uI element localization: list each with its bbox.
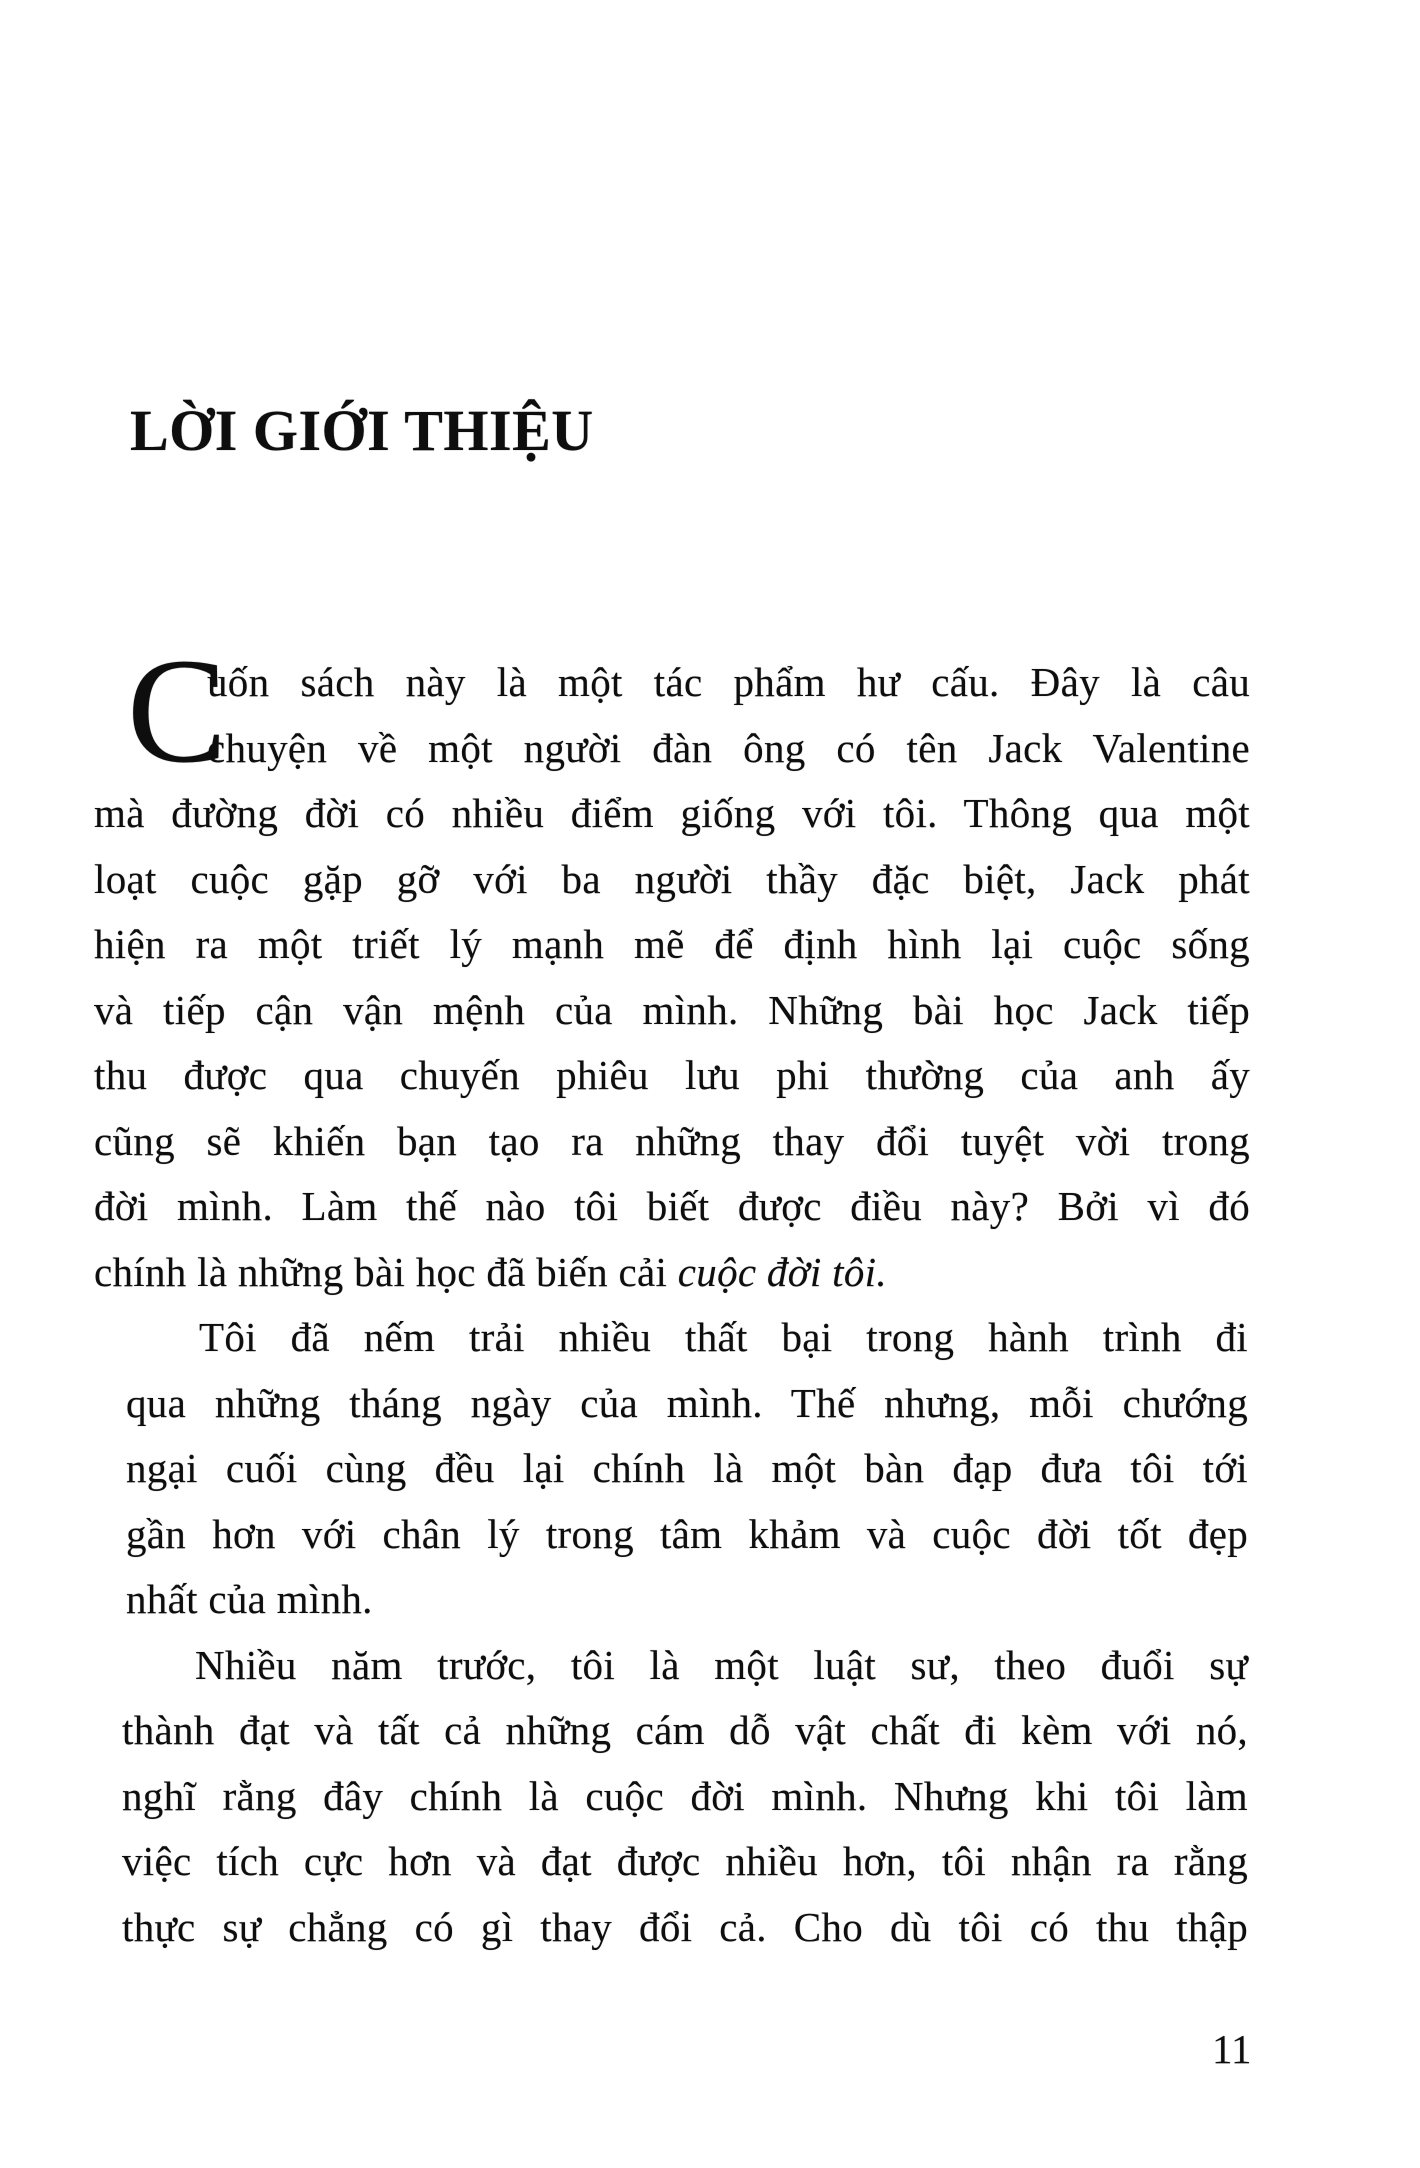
- italic-phrase: cuộc đời tôi.: [677, 1248, 887, 1295]
- dropcap-letter: C: [127, 628, 228, 794]
- text-line: mà đường đời có nhiều điểm giống với tôi. Thông qua một: [94, 790, 1250, 836]
- page-title: LỜI GIỚI THIỆU: [130, 398, 594, 463]
- text-line: thu được qua chuyến phiêu lưu phi thường của anh ấy: [94, 1052, 1250, 1098]
- paragraph: [94, 628, 1250, 1305]
- text-line: đời mình. Làm thế nào tôi biết được điều này? Bởi vì đó: [94, 1183, 1250, 1229]
- text-line: thực sự chẳng có gì thay đổi cả. Cho dù tôi có thu thập: [122, 1903, 1248, 1950]
- text-line: nhất của mình.: [126, 1576, 373, 1622]
- text-line: qua những tháng ngày của mình. Thế nhưng, mỗi chướng: [126, 1379, 1248, 1426]
- text-line: chuyện về một người đàn ông có tên Jack Valentine: [207, 724, 1250, 771]
- text-line: gần hơn với chân lý trong tâm khảm và cuộc đời tốt đẹp: [126, 1510, 1248, 1557]
- text-line: loạt cuộc gặp gỡ với ba người thầy đặc biệt, Jack phát: [94, 855, 1250, 902]
- text-body: [0, 628, 1420, 1960]
- text-line: Tôi đã nếm trải nhiều thất bại trong hành trình đi: [199, 1314, 1248, 1360]
- text-line: nghĩ rằng đây chính là cuộc đời mình. Nhưng khi tôi làm: [122, 1772, 1248, 1819]
- text-line: hiện ra một triết lý mạnh mẽ để định hình lại cuộc sống: [94, 921, 1250, 967]
- paragraph: [126, 1305, 1248, 1633]
- text-segment: chính là những bài học đã biến cải: [94, 1248, 678, 1295]
- text-line: Nhiều năm trước, tôi là một luật sư, theo đuổi sự: [195, 1641, 1248, 1688]
- text-line: ngại cuối cùng đều lại chính là một bàn đạp đưa tôi tới: [126, 1445, 1248, 1491]
- text-line: [94, 1240, 1250, 1306]
- text-line: cũng sẽ khiến bạn tạo ra những thay đổi tuyệt vời trong: [94, 1117, 1250, 1164]
- text-line: và tiếp cận vận mệnh của mình. Những bài học Jack tiếp: [94, 986, 1250, 1033]
- text-line: thành đạt và tất cả những cám dỗ vật chất đi kèm với nó,: [122, 1707, 1248, 1753]
- page-number: 11: [1212, 2026, 1252, 2072]
- paragraph: [122, 1633, 1248, 1961]
- text-line: việc tích cực hơn và đạt được nhiều hơn, tôi nhận ra rằng: [122, 1838, 1248, 1884]
- text-line: uốn sách này là một tác phẩm hư cấu. Đây là câu: [207, 659, 1250, 705]
